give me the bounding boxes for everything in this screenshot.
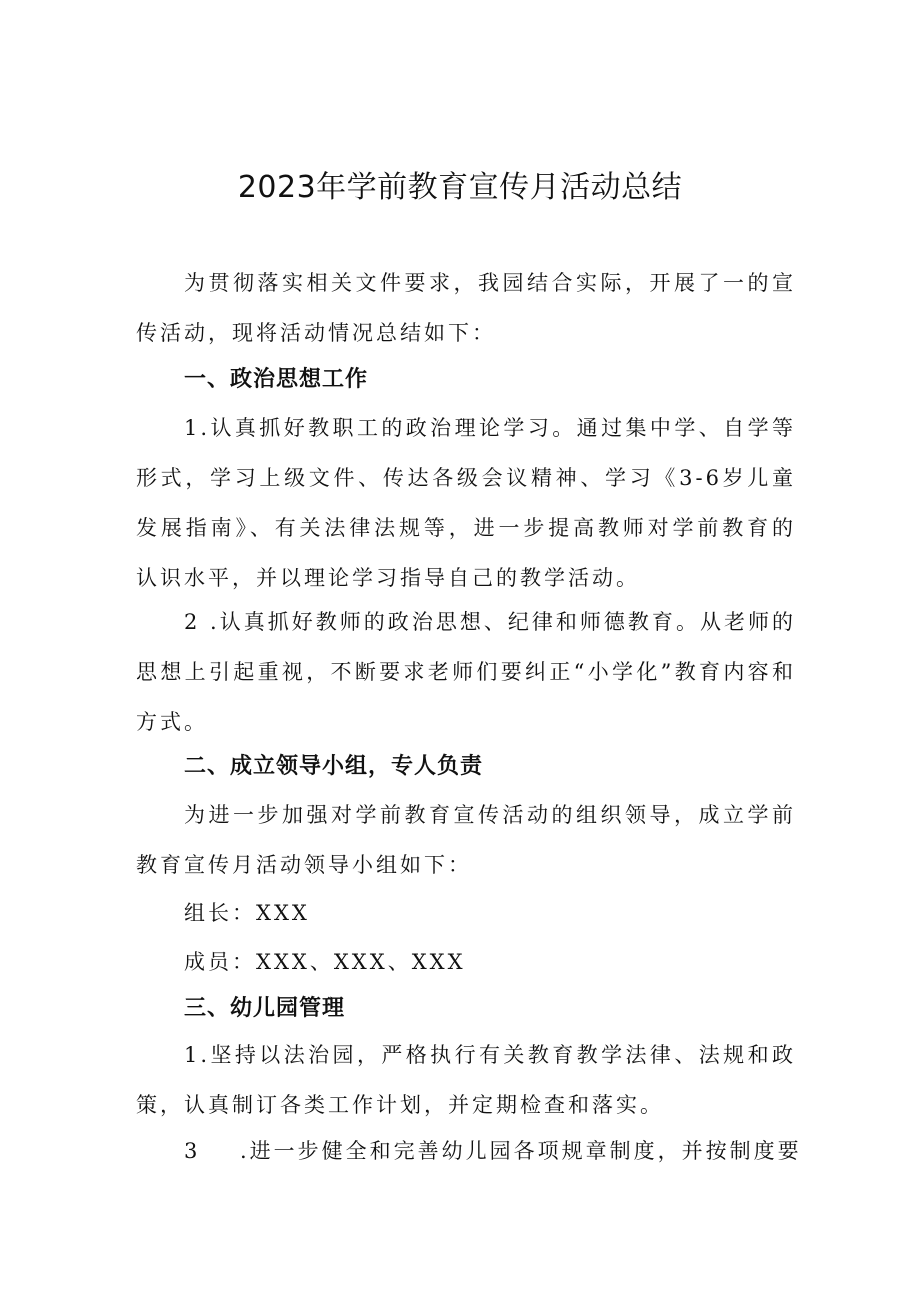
section3-item3-text: .进一步健全和完善幼儿园各项规章制度，并按制度要: [240, 1139, 802, 1163]
section1-item2: 2 .认真抓好教师的政治思想、纪律和师德教育。从老师的思想上引起重视，不断要求老师们要纠正“小学化”教育内容和方式。: [136, 610, 796, 734]
group-leader-line: 组长：XXX: [184, 901, 310, 925]
section1-heading: 一、政治思想工作: [184, 367, 369, 392]
section2-paragraph: 为进一步加强对学前教育宣传活动的组织领导，成立学前教育宣传月活动领导小组如下：: [136, 803, 796, 877]
document-title: 2023年学前教育宣传月活动总结: [237, 170, 683, 205]
section2-heading: 二、成立领导小组，专人负责: [184, 754, 484, 779]
section1-item1: 1.认真抓好教职工的政治理论学习。通过集中学、自学等形式，学习上级文件、传达各级会议精神、学习《3-6岁儿童发展指南》、有关法律法规等，进一步提高教师对学前教育的认识水平，并以理论学习指导自己的教学活动。: [136, 416, 796, 590]
intro-paragraph: 为贯彻落实相关文件要求，我园结合实际，开展了一的宣传活动，现将活动情况总结如下：: [136, 271, 796, 345]
section3-item1: 1.坚持以法治园，严格执行有关教育教学法律、法规和政策，认真制订各类工作计划，并定期检查和落实。: [136, 1043, 796, 1117]
group-members-line: 成员：XXX、XXX、XXX: [184, 950, 466, 974]
section3-item3-number: 3: [184, 1139, 201, 1163]
section3-heading: 三、幼儿园管理: [184, 996, 346, 1021]
section3-item3: [184, 1131, 802, 1171]
